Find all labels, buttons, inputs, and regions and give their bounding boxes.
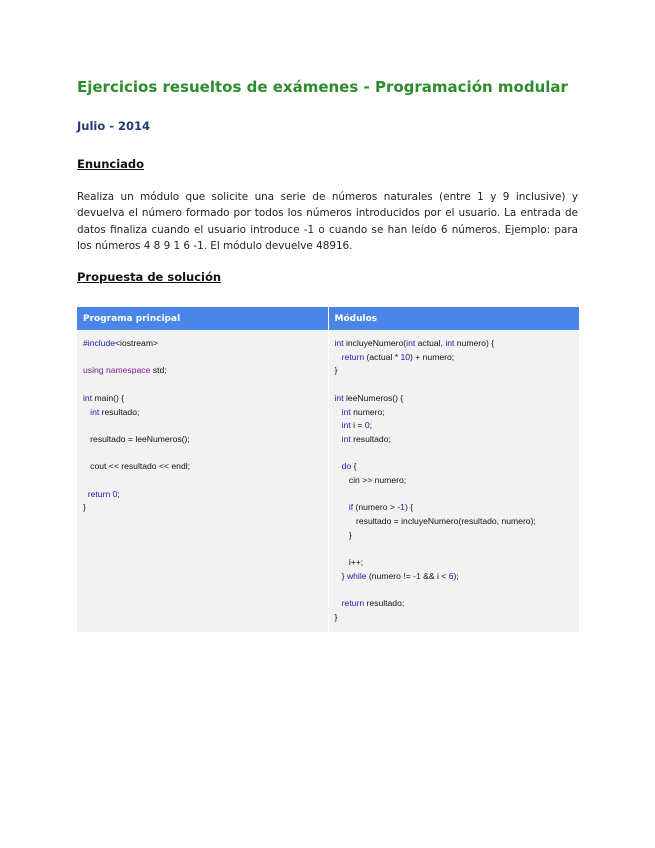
main-program-code: #include<iostream> using namespace std; int main() { int resultado; resultado = leeNumeros(); cout << resultado << endl; return 0; } bbox=[83, 338, 191, 513]
statement-text: Realiza un módulo que solicite una serie de números naturales (entre 1 y 9 inclusive) y devuelva el número formado por todos los números introducidos por el usuario. La entrada de datos finaliza cuando el usuario introduce -1 o cuando se han leído 6 números. Ejemplo: para los números 4 8 9 1 6 -1. El módulo devuelve 48916. bbox=[77, 191, 578, 253]
solution-heading: Propuesta de solución bbox=[77, 270, 222, 284]
table-header-row bbox=[77, 307, 579, 330]
modules-code: int incluyeNumero(int actual, int numero) { return (actual * 10) + numero; } int leeNumeros() { int numero; int i = 0; int resultado; do { cin >> numero; if (numero > -1) { resultado = incluyeNumero(resultado, numero); } i++; } while (numero != -1 && i < 6); return resultado; } bbox=[334, 338, 536, 623]
statement-heading: Enunciado bbox=[77, 157, 145, 171]
main-program-cell bbox=[77, 330, 328, 632]
date-subtitle: Julio - 2014 bbox=[77, 119, 151, 133]
main-program-header: Programa principal bbox=[77, 307, 328, 330]
table-row bbox=[77, 330, 579, 632]
page-title: Ejercicios resueltos de exámenes - Programación modular bbox=[77, 78, 568, 96]
modules-header: Módulos bbox=[328, 307, 579, 330]
solution-table bbox=[77, 307, 579, 632]
modules-cell bbox=[328, 330, 579, 632]
